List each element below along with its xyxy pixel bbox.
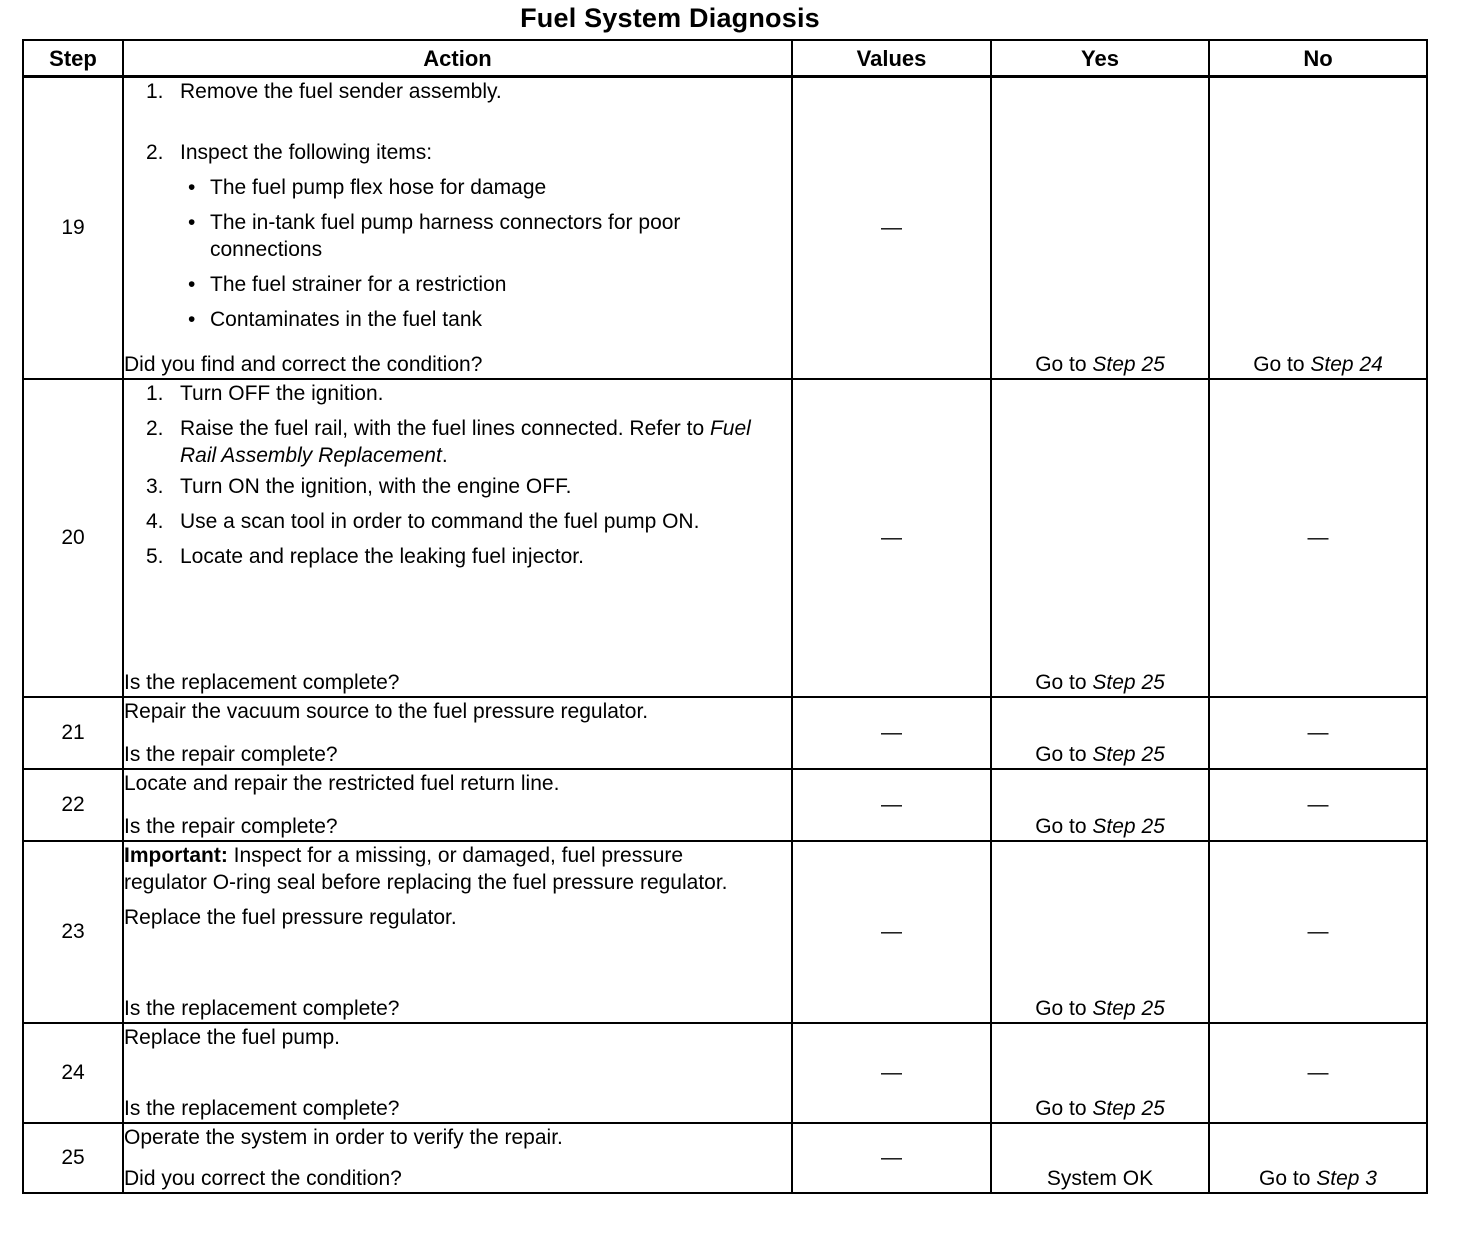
important-label: Important: [124,843,228,867]
yes-cell [991,697,1209,769]
action-text: Replace the fuel pressure regulator. [124,905,457,929]
numbered-item [146,380,791,407]
no-cell: — [1209,841,1427,1023]
values-cell: — [792,841,991,1023]
item-number: 3. [146,474,164,498]
values-cell: — [792,77,991,379]
goto-label: Go to [1035,742,1087,766]
item-text: Turn ON the ignition, with the engine OFF. [180,474,572,498]
yes-cell [991,1023,1209,1123]
action-text: Locate and repair the restricted fuel return line. [124,771,560,795]
step-link[interactable]: Step 25 [1092,1096,1165,1120]
item-number: 2. [146,141,164,164]
step-number: 19 [23,77,123,379]
item-text: Turn OFF the ignition. [180,381,384,405]
yes-cell [991,77,1209,379]
numbered-item [146,543,791,570]
no-cell: — [1209,697,1427,769]
question-text: Did you find and correct the condition? [124,352,483,376]
item-text: Raise the fuel rail, with the fuel lines connected. Refer to [180,416,705,440]
table-row-step-19 [23,77,1427,379]
header-no: No [1209,40,1427,77]
values-cell: — [792,379,991,697]
bullet-text: The fuel pump flex hose for damage [210,176,547,199]
diagnosis-table [22,39,1428,1194]
numbered-item [146,139,791,166]
item-number: 1. [146,80,164,103]
table-row-step-21 [23,697,1427,769]
action-cell [123,769,792,841]
question-text: Is the repair complete? [124,814,338,838]
step-number: 25 [23,1123,123,1193]
numbered-item [146,508,791,535]
bullet-item [188,174,791,201]
question-text: Is the replacement complete? [124,996,400,1020]
step-number: 21 [23,697,123,769]
bullet-item [188,209,791,263]
item-number: 1. [146,381,164,405]
table-row-step-25 [23,1123,1427,1193]
header-action: Action [123,40,792,77]
values-cell: — [792,697,991,769]
values-cell: — [792,1123,991,1193]
question-text: Is the repair complete? [124,742,338,766]
yes-cell [991,769,1209,841]
bullet-item [188,306,791,333]
action-cell [123,379,792,697]
item-number: 5. [146,544,164,568]
step-link[interactable]: Step 25 [1092,996,1165,1020]
page-title: Fuel System Diagnosis [520,3,820,33]
step-number: 24 [23,1023,123,1123]
goto-label: Go to [1035,670,1087,694]
table-row-step-23 [23,841,1427,1023]
bullet-icon: • [188,211,196,234]
bullet-text: The in-tank fuel pump harness connectors for poor connections [210,211,681,261]
header-yes: Yes [991,40,1209,77]
question-text: Is the replacement complete? [124,1096,400,1120]
question-text: Did you correct the condition? [124,1166,402,1190]
reference-link[interactable]: Fuel Rail Assembly Replacement [180,416,751,467]
numbered-item [146,473,791,500]
step-link[interactable]: Step 24 [1310,352,1383,376]
bullet-icon: • [188,308,196,331]
action-cell [123,1023,792,1123]
numbered-item: 2. Raise the fuel rail, with the fuel lines connected. Refer to Fuel Rail Assembly Replacement. [146,416,751,467]
action-cell [123,77,792,379]
action-text: Operate the system in order to verify the repair. [124,1125,563,1149]
important-note [124,842,791,896]
no-cell: — [1209,769,1427,841]
step-number: 20 [23,379,123,697]
step-number: 23 [23,841,123,1023]
action-cell [123,1123,792,1193]
goto-label: Go to [1035,814,1087,838]
no-cell [1209,1123,1427,1193]
no-cell: — [1209,1023,1427,1123]
step-number: 22 [23,769,123,841]
step-link[interactable]: Step 25 [1092,670,1165,694]
header-row [23,40,1427,77]
goto-label: Go to [1259,1166,1311,1190]
item-number: 2. [146,416,164,440]
action-text: Repair the vacuum source to the fuel pressure regulator. [124,699,649,723]
bullet-text: Contaminates in the fuel tank [210,308,482,331]
step-link[interactable]: Step 25 [1092,814,1165,838]
yes-cell [991,379,1209,697]
header-step: Step [23,40,123,77]
bullet-icon: • [188,273,196,296]
yes-cell [991,841,1209,1023]
action-cell [123,841,792,1023]
goto-label: Go to [1035,996,1087,1020]
step-link[interactable]: Step 3 [1316,1166,1377,1190]
table-row-step-22 [23,769,1427,841]
no-cell: — [1209,379,1427,697]
goto-label: Go to [1253,352,1305,376]
step-link[interactable]: Step 25 [1092,742,1165,766]
no-cell [1209,77,1427,379]
item-text: Locate and replace the leaking fuel injector. [180,544,584,568]
question-text: Is the replacement complete? [124,670,400,694]
goto-label: Go to [1035,1096,1087,1120]
action-text: Replace the fuel pump. [124,1025,340,1049]
item-number: 4. [146,509,164,533]
table-row-step-24 [23,1023,1427,1123]
bullet-item [188,271,791,298]
numbered-item [146,78,791,105]
item-text: Use a scan tool in order to command the fuel pump ON. [180,509,700,533]
bullet-icon: • [188,176,196,199]
yes-cell: System OK [991,1123,1209,1193]
values-cell: — [792,1023,991,1123]
step-link[interactable]: Step 25 [1092,352,1165,376]
item-text: Remove the fuel sender assembly. [180,80,502,103]
bullet-text: The fuel strainer for a restriction [210,273,507,296]
item-text: Inspect the following items: [180,141,433,164]
table-row-step-20 [23,379,1427,697]
header-values: Values [792,40,991,77]
important-text: Inspect for a missing, or damaged, fuel pressure regulator O-ring seal before replacing the fuel pressure regulator. [124,843,728,894]
goto-label: Go to [1035,352,1087,376]
action-cell [123,697,792,769]
values-cell: — [792,769,991,841]
